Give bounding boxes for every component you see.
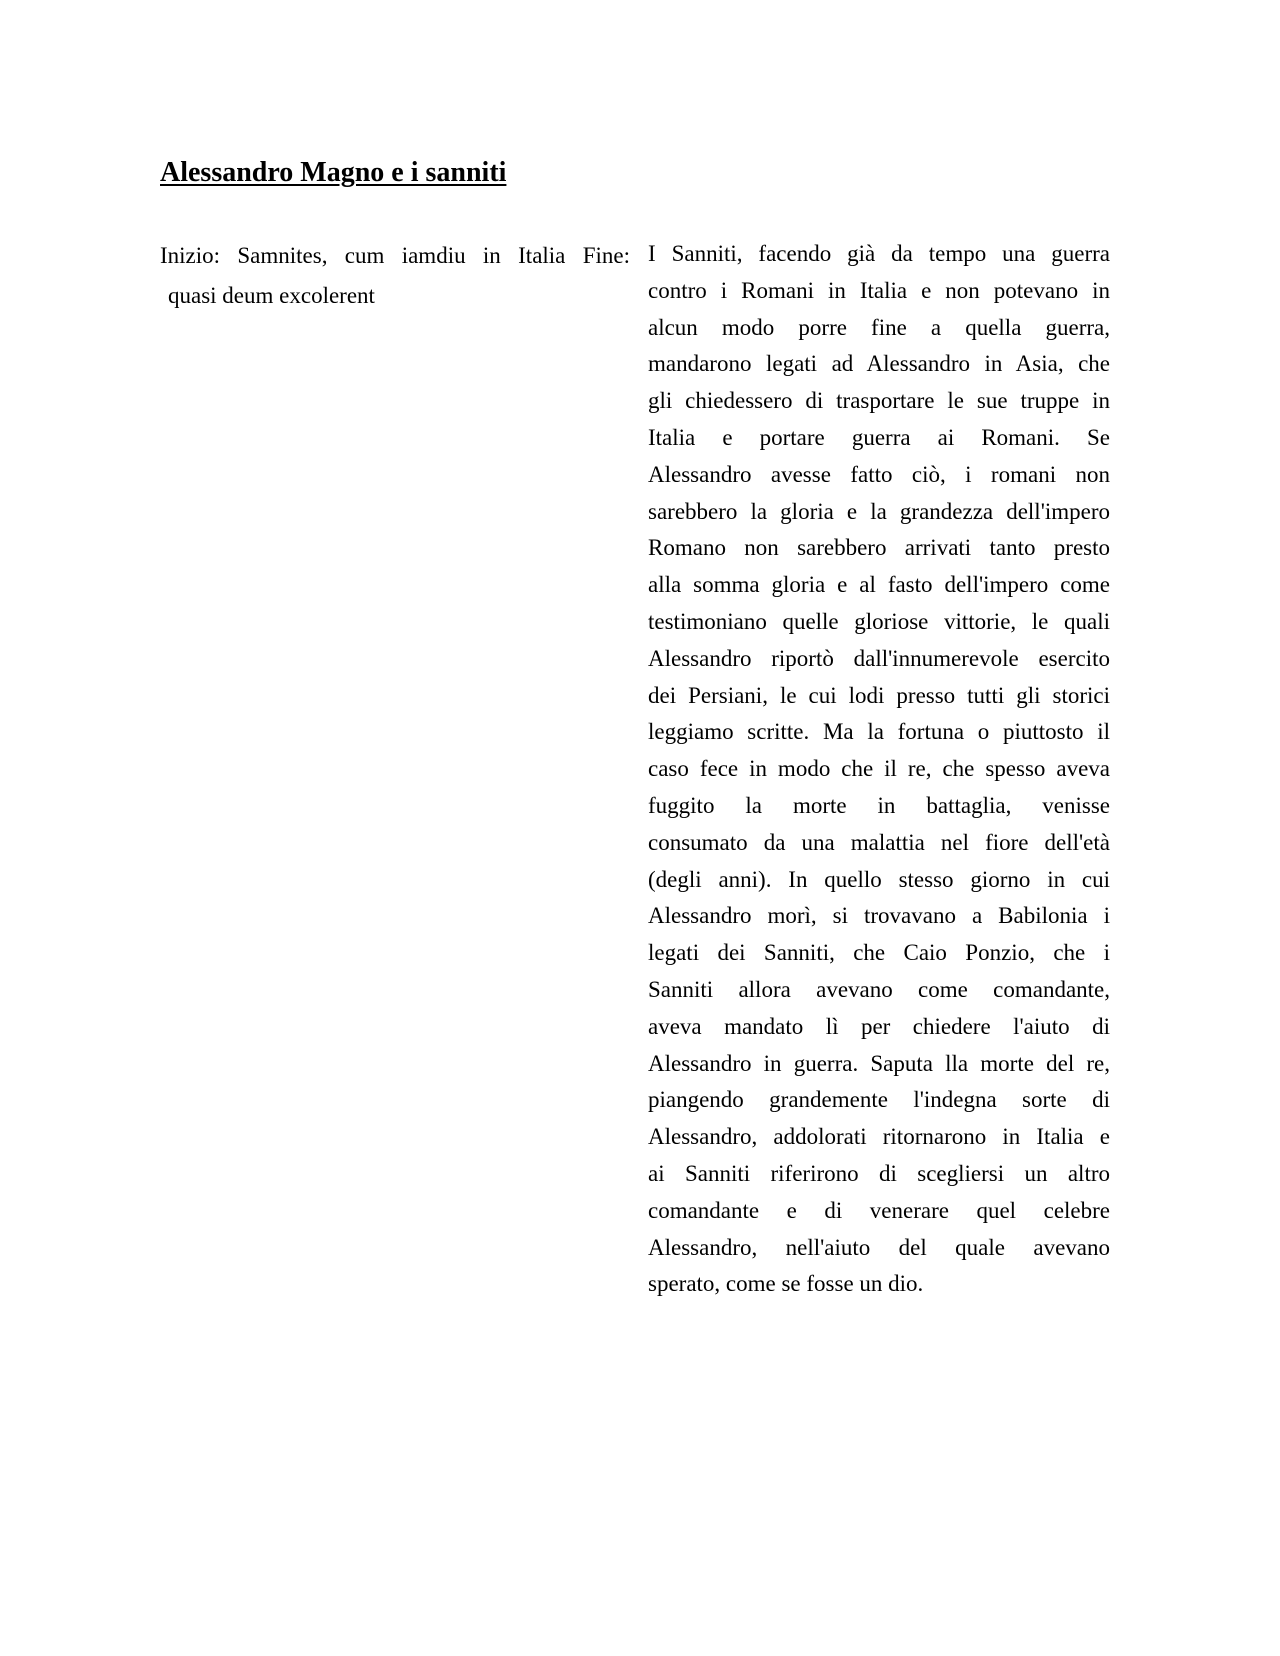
translation-line: testimoniano quelle gloriose vittorie, le quali (648, 608, 1110, 634)
translation-line: Sanniti allora avevano come comandante, (648, 976, 1110, 1002)
translation-line: Alessandro riportò dall'innumerevole esercito (648, 645, 1110, 671)
translation-line: caso fece in modo che il re, che spesso aveva (648, 756, 1110, 782)
translation-line: sarebbero la gloria e la grandezza dell'impero (648, 498, 1110, 524)
document-title: Alessandro Magno e i sanniti (160, 157, 507, 188)
translation-line: aveva mandato lì per chiedere l'aiuto di (648, 1013, 1110, 1039)
translation-line: piangendo grandemente l'indegna sorte di (648, 1087, 1110, 1113)
translation-line: alla somma gloria e al fasto dell'impero come (648, 572, 1110, 598)
translation-line: fuggito la morte in battaglia, venisse (648, 792, 1110, 818)
translation-line: legati dei Sanniti, che Caio Ponzio, che i (648, 940, 1110, 966)
translation-line: Romano non sarebbero arrivati tanto presto (648, 535, 1110, 561)
latin-explicit-line: quasi deum excolerent (168, 283, 375, 308)
latin-reference-column (160, 236, 630, 316)
translation-column (648, 236, 1110, 1303)
translation-line: Alessandro, nell'aiuto del quale avevano (648, 1234, 1110, 1260)
translation-line: comandante e di venerare quel celebre (648, 1197, 1110, 1223)
translation-line: mandarono legati ad Alessandro in Asia, che (648, 351, 1110, 377)
translation-line: I Sanniti, facendo già da tempo una guerra (648, 241, 1110, 266)
translation-line: Alessandro in guerra. Saputa lla morte del re, (648, 1050, 1110, 1076)
translation-line: ai Sanniti riferirono di scegliersi un altro (648, 1160, 1110, 1186)
translation-line: Alessandro, addolorati ritornarono in Italia e (648, 1124, 1110, 1150)
translation-line: (degli anni). In quello stesso giorno in cui (648, 866, 1110, 892)
translation-line: contro i Romani in Italia e non potevano in (648, 277, 1110, 303)
translation-line: sperato, come se fosse un dio. (648, 1271, 924, 1297)
translation-line: alcun modo porre fine a quella guerra, (648, 314, 1110, 340)
translation-line: Alessandro morì, si trovavano a Babilonia i (648, 903, 1110, 929)
latin-incipit-line: Inizio: Samnites, cum iamdiu in Italia Fine: (160, 243, 630, 268)
translation-line: Italia e portare guerra ai Romani. Se (648, 424, 1110, 450)
translation-line: dei Persiani, le cui lodi presso tutti gli storici (648, 682, 1110, 708)
translation-line: gli chiedessero di trasportare le sue truppe in (648, 388, 1110, 414)
translation-line: leggiamo scritte. Ma la fortuna o piuttosto il (648, 719, 1110, 745)
translation-line: consumato da una malattia nel fiore dell'età (648, 829, 1110, 855)
translation-line: Alessandro avesse fatto ciò, i romani non (648, 461, 1110, 487)
